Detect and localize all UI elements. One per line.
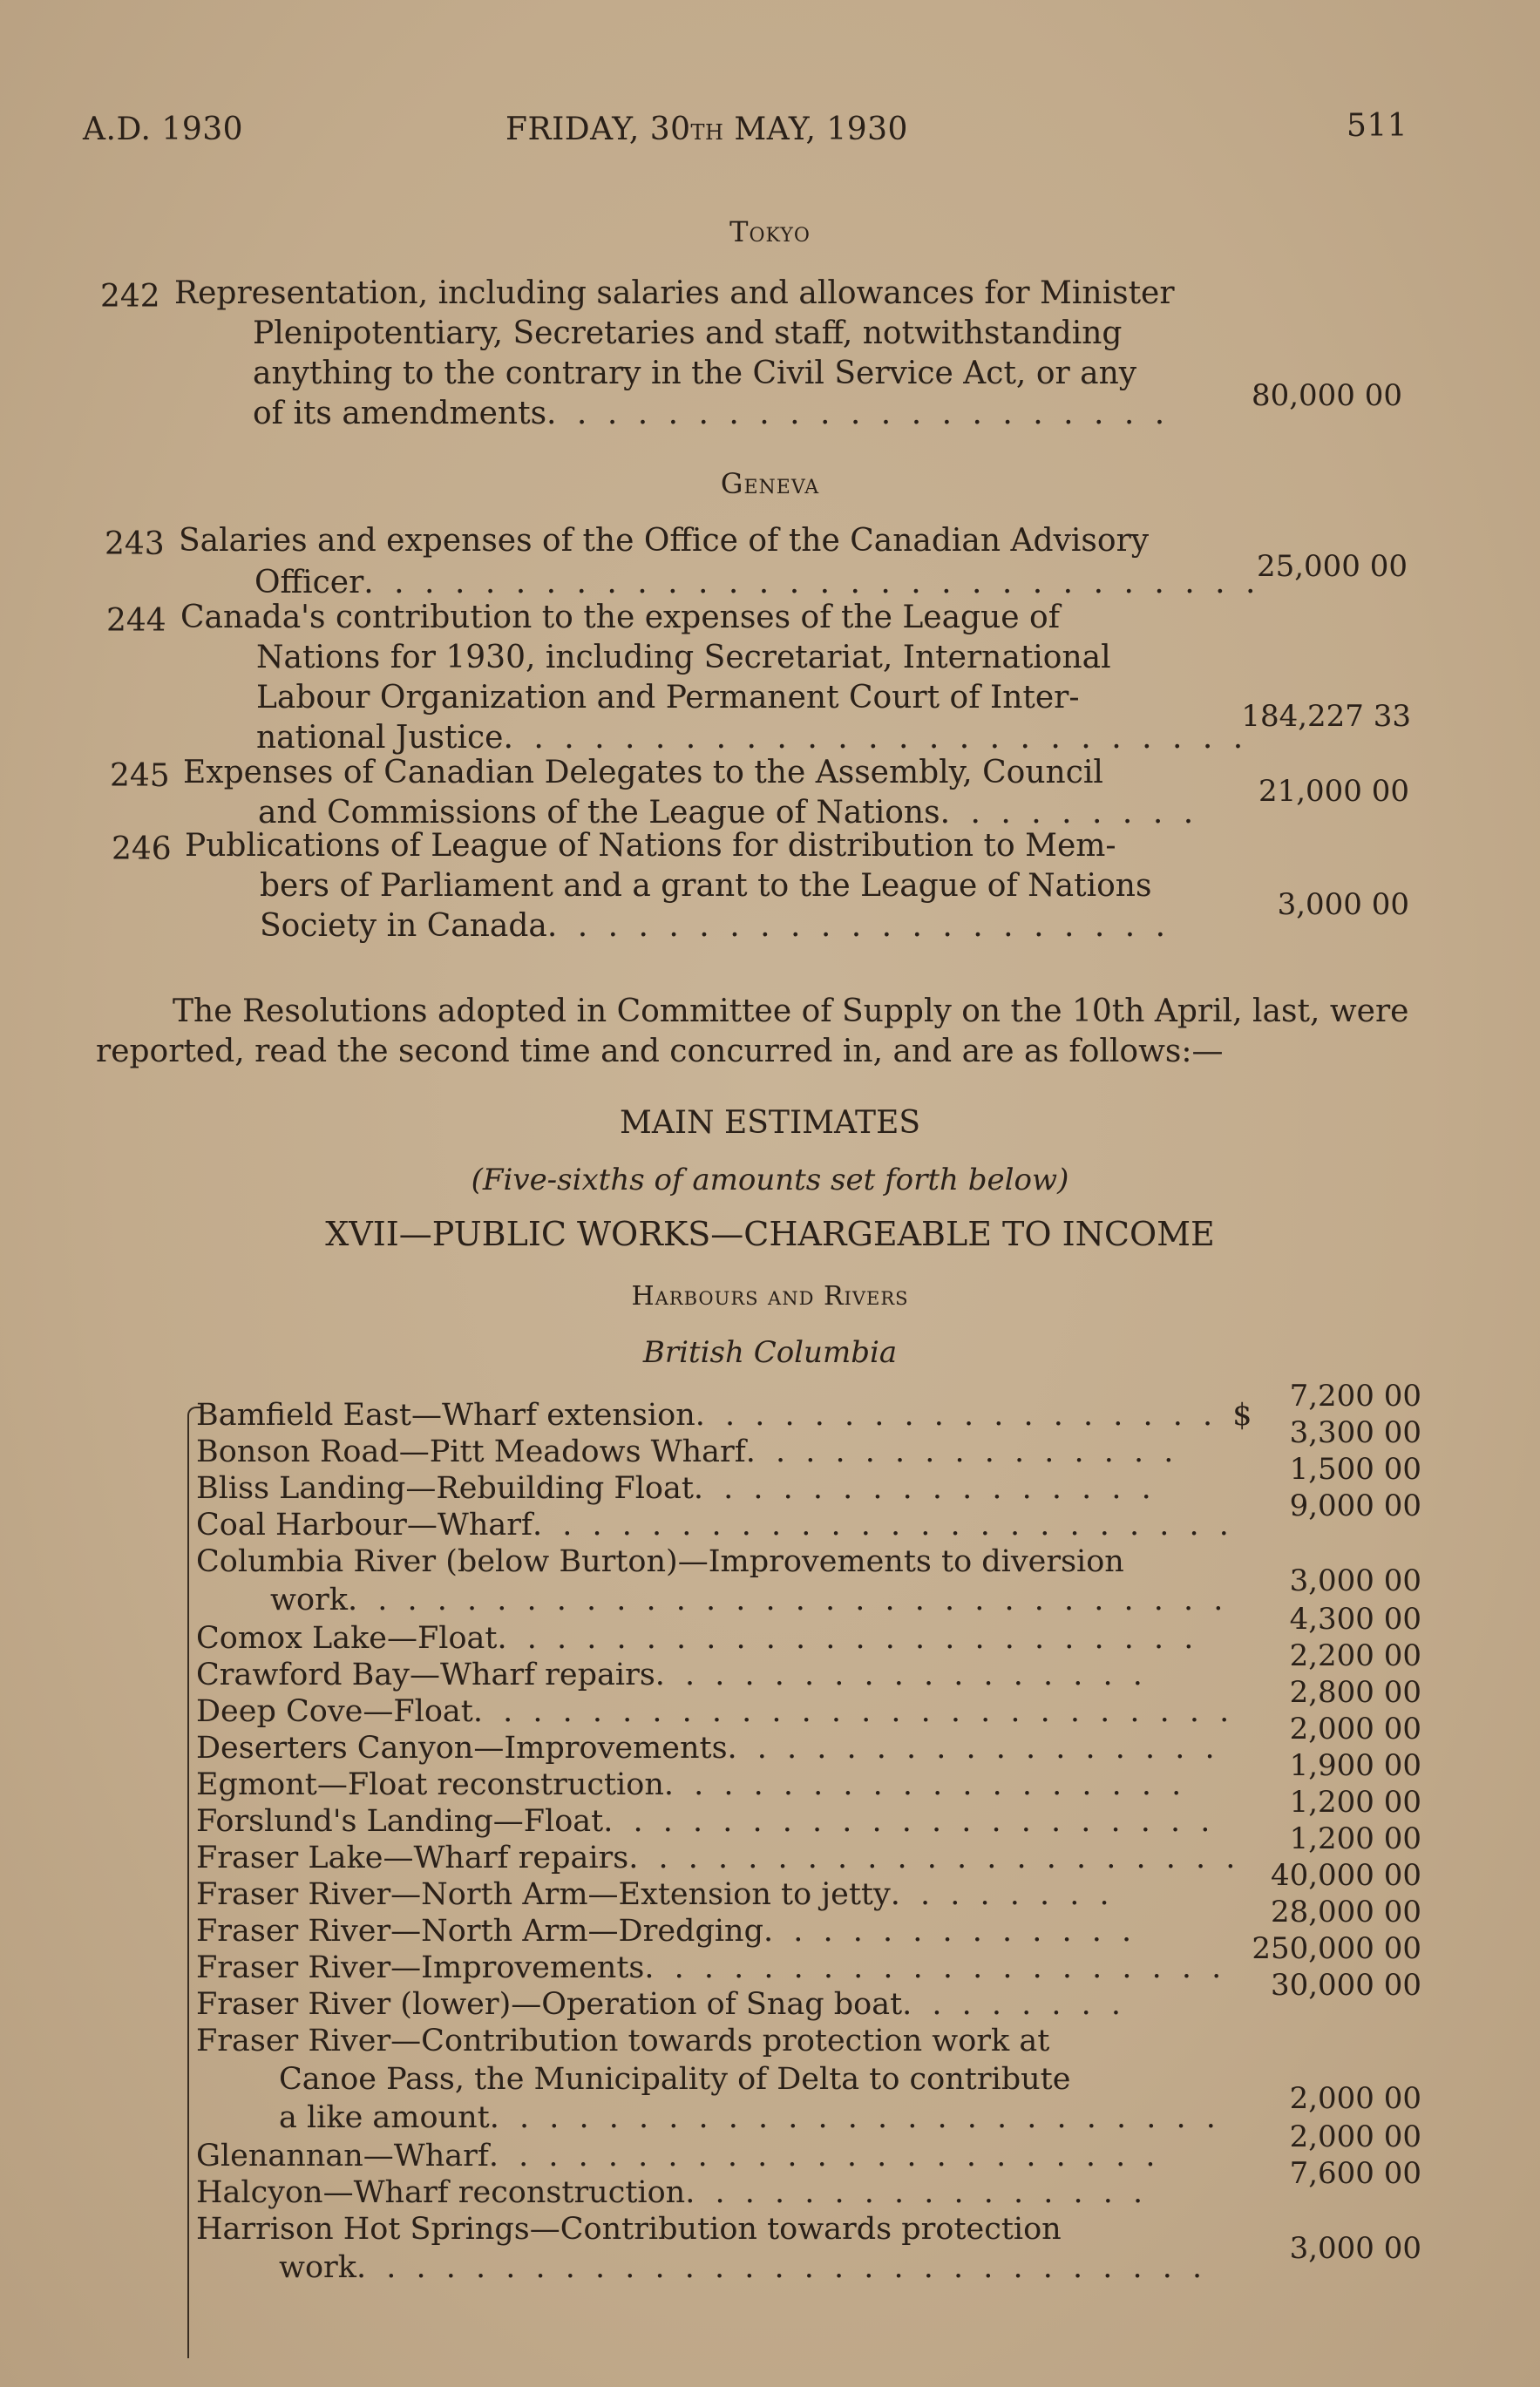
list-item: Fraser River—Improvements. . . . . . . . . . . . . . . . . . . . — [196, 1950, 1227, 1985]
province-heading: British Columbia — [642, 1335, 898, 1370]
item-amount: 21,000 00 — [1258, 774, 1409, 809]
list-item-amount: 2,000 00 — [1289, 1712, 1421, 1746]
item-text-line: anything to the contrary in the Civil Service Act, or any — [253, 356, 1137, 391]
list-item-continued: Canoe Pass, the Municipality of Delta to contribute — [279, 2062, 1071, 2097]
list-item: Columbia River (below Burton)—Improvements to diversion — [196, 1544, 1124, 1579]
page-number: 511 — [1347, 108, 1408, 144]
list-item: Egmont—Float reconstruction. . . . . . . . . . . . . . . . . . — [196, 1767, 1187, 1802]
list-item: Bliss Landing—Rebuilding Float. . . . . . . . . . . . . . . . — [196, 1471, 1157, 1506]
list-item-amount: 3,000 00 — [1289, 1563, 1421, 1598]
item-amount: 184,227 33 — [1241, 699, 1411, 734]
section-heading-geneva: Geneva — [720, 467, 820, 500]
list-item: Fraser River (lower)—Operation of Snag boat. . . . . . . . — [196, 1987, 1127, 2022]
list-item-amount: 7,200 00 — [1289, 1379, 1421, 1414]
list-item: Harrison Hot Springs—Contribution towards protection — [196, 2212, 1062, 2247]
item-text-line: Labour Organization and Permanent Court of Inter- — [256, 680, 1080, 715]
list-item: Fraser River—North Arm—Dredging. . . . . . . . . . . . . — [196, 1914, 1137, 1949]
item-text-line: of its amendments. . . . . . . . . . . . . . . . . . . . . — [253, 396, 1170, 431]
list-item-amount: 1,200 00 — [1289, 1821, 1421, 1856]
list-item: Fraser River—Contribution towards protection work at — [196, 2024, 1050, 2058]
item-text-line: Officer. . . . . . . . . . . . . . . . . . . . . . . . . . . . . . — [254, 565, 1261, 600]
list-item-amount: 4,300 00 — [1289, 1602, 1421, 1637]
main-estimates-title: MAIN ESTIMATES — [619, 1105, 921, 1141]
list-item: Deserters Canyon—Improvements. . . . . . . . . . . . . . . . . — [196, 1731, 1220, 1766]
list-item-continued: a like amount. . . . . . . . . . . . . . . . . . . . . . . . . — [279, 2100, 1221, 2135]
list-item-amount: 2,000 00 — [1289, 2081, 1421, 2116]
list-item: Halcyon—Wharf reconstruction. . . . . . . . . . . . . . . . — [196, 2175, 1149, 2210]
item-text-line: Expenses of Canadian Delegates to the Assembly, Council — [183, 755, 1103, 790]
list-item: Fraser Lake—Wharf repairs. . . . . . . . . . . . . . . . . . . . . — [196, 1841, 1241, 1875]
list-item-continued: work. . . . . . . . . . . . . . . . . . . . . . . . . . . . . . — [270, 1583, 1229, 1617]
item-text-line: Salaries and expenses of the Office of the Canadian Advisory — [179, 523, 1150, 559]
main-estimates-subtitle: (Five-sixths of amounts set forth below) — [471, 1163, 1069, 1197]
list-item-amount: 28,000 00 — [1270, 1895, 1421, 1929]
item-text-line: Nations for 1930, including Secretariat, International — [256, 640, 1111, 675]
list-item-amount: 1,500 00 — [1289, 1452, 1421, 1487]
header-date: FRIDAY, 30TH MAY, 1930 — [505, 112, 908, 147]
item-amount: 3,000 00 — [1277, 887, 1409, 922]
item-amount: 80,000 00 — [1251, 378, 1402, 413]
list-item-amount: 1,900 00 — [1289, 1748, 1421, 1783]
list-item: Bonson Road—Pitt Meadows Wharf. . . . . . . . . . . . . . . — [196, 1434, 1179, 1469]
item-text-line: Society in Canada. . . . . . . . . . . . . . . . . . . . . — [260, 908, 1171, 944]
list-item-amount: 3,300 00 — [1289, 1415, 1421, 1450]
item-number: 242 — [100, 279, 160, 315]
item-text-line: and Commissions of the League of Nations. . . . . . . . . — [258, 795, 1199, 831]
list-item-amount: 1,200 00 — [1289, 1785, 1421, 1820]
list-item-amount: 7,600 00 — [1289, 2156, 1421, 2191]
list-item: Bamfield East—Wharf extension. . . . . . . . . . . . . . . . . . $ — [196, 1398, 1252, 1433]
section-title: XVII—PUBLIC WORKS—CHARGEABLE TO INCOME — [325, 1215, 1215, 1253]
subsection-heading: Harbours and Rivers — [631, 1281, 909, 1312]
list-item-amount: 9,000 00 — [1289, 1488, 1421, 1523]
item-amount: 25,000 00 — [1256, 549, 1408, 584]
list-item-amount: 2,000 00 — [1289, 2119, 1421, 2154]
list-item-continued: work. . . . . . . . . . . . . . . . . . . . . . . . . . . . . — [279, 2250, 1208, 2285]
list-item-amount: 250,000 00 — [1252, 1931, 1421, 1966]
header-year: A.D. 1930 — [83, 112, 244, 147]
list-item-amount: 3,000 00 — [1289, 2231, 1421, 2266]
list-item: Crawford Bay—Wharf repairs. . . . . . . . . . . . . . . . . — [196, 1658, 1148, 1692]
item-number: 245 — [110, 758, 170, 794]
list-item-amount: 40,000 00 — [1270, 1858, 1421, 1893]
item-text-line: Plenipotentiary, Secretaries and staff, notwithstanding — [253, 315, 1123, 351]
item-number: 244 — [106, 603, 166, 639]
list-item: Deep Cove—Float. . . . . . . . . . . . . . . . . . . . . . . . . . — [196, 1694, 1235, 1729]
item-number: 243 — [105, 526, 165, 562]
list-item: Coal Harbour—Wharf. . . . . . . . . . . . . . . . . . . . . . . . — [196, 1508, 1234, 1543]
list-item: Comox Lake—Float. . . . . . . . . . . . . . . . . . . . . . . . — [196, 1621, 1199, 1656]
item-text-line: bers of Parliament and a grant to the League of Nations — [260, 868, 1152, 904]
list-item-amount: 30,000 00 — [1270, 1968, 1421, 2003]
list-item: Glenannan—Wharf. . . . . . . . . . . . . . . . . . . . . . . — [196, 2139, 1161, 2173]
item-text-line: Canada's contribution to the expenses of the League of — [180, 600, 1061, 635]
list-item: Forslund's Landing—Float. . . . . . . . . . . . . . . . . . . . . — [196, 1804, 1216, 1839]
list-item-amount: 2,200 00 — [1289, 1638, 1421, 1673]
item-text-line: Representation, including salaries and allowances for Minister — [174, 275, 1175, 311]
resolution-paragraph: The Resolutions adopted in Committee of Supply on the 10th April, last, were reported, read the second time and concurred in, and are as follows:— — [96, 993, 1409, 1069]
list-item-amount: 2,800 00 — [1289, 1675, 1421, 1710]
item-text-line: Publications of League of Nations for distribution to Mem- — [185, 828, 1116, 864]
item-number: 246 — [112, 831, 172, 867]
item-text-line: national Justice. . . . . . . . . . . . . . . . . . . . . . . . . — [256, 720, 1249, 756]
list-item: Fraser River—North Arm—Extension to jetty. . . . . . . . — [196, 1877, 1115, 1912]
section-heading-tokyo: Tokyo — [729, 215, 811, 248]
